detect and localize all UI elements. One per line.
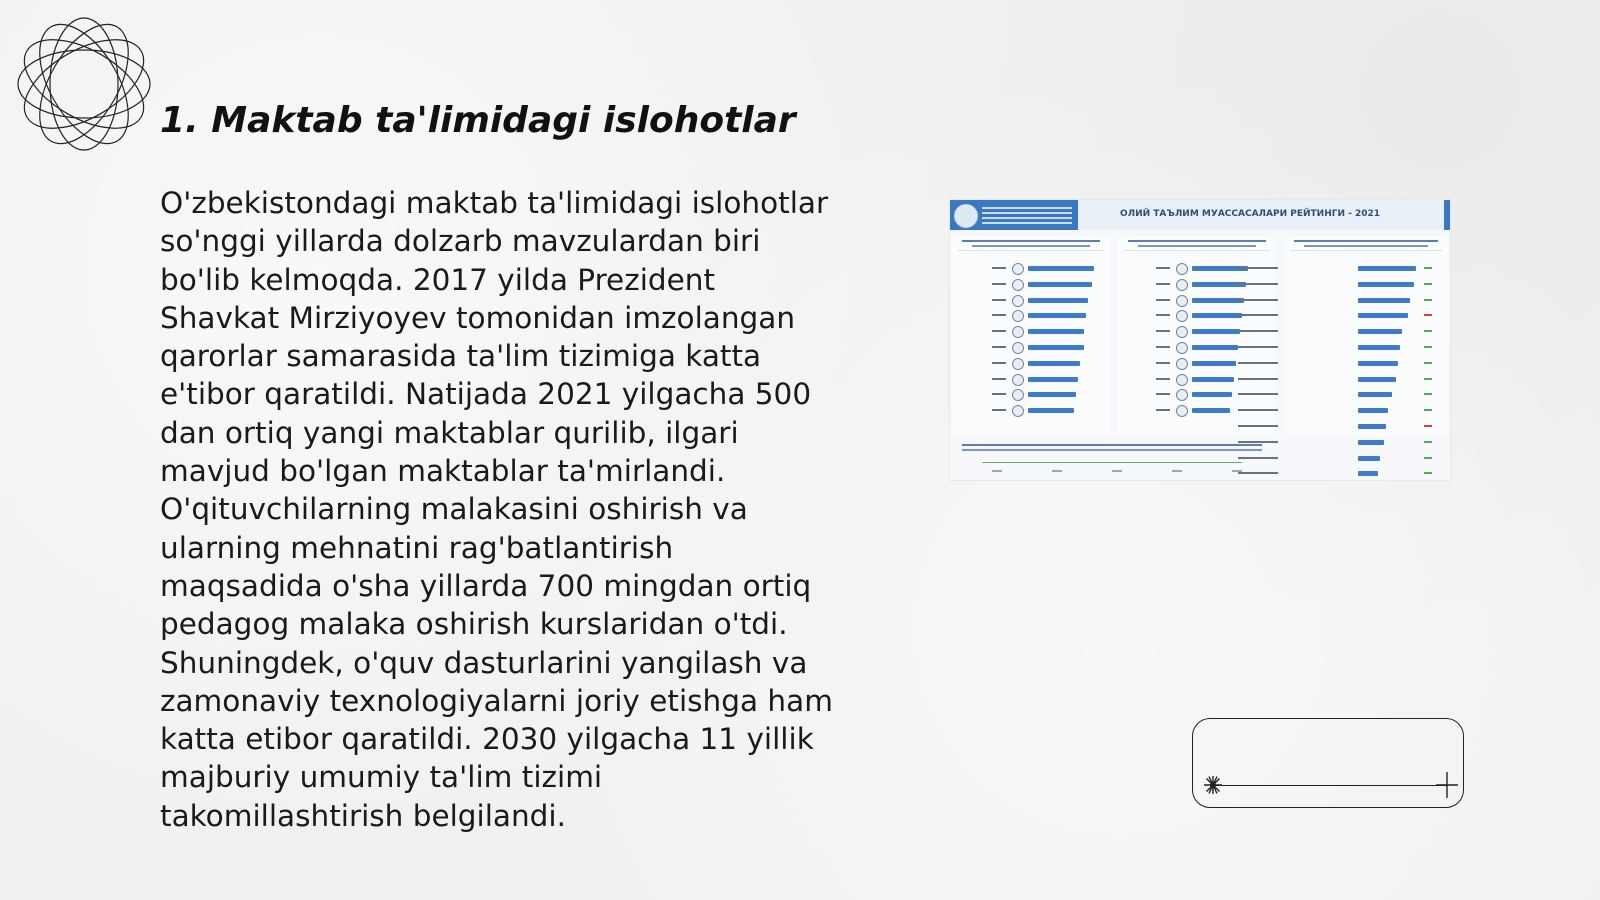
infographic-row xyxy=(1284,404,1448,416)
decorative-callout-frame xyxy=(1192,718,1464,808)
infographic-row xyxy=(1284,452,1448,464)
infographic-row xyxy=(1284,294,1448,306)
infographic-row xyxy=(1284,278,1448,290)
slide-body-text: O'zbekistondagi maktab ta'limidagi islohotlar so'nggi yillarda dolzarb mavzulardan biri bo'lib kelmoqda. 2017 yilda Prezident Shavkat Mirziyoyev tomonidan imzolangan qarorlar samarasida ta'lim tizimiga katta e'tibor qaratildi. Natijada 2021 yilgacha 500 dan ortiq yangi maktablar qurilib, ilgari mavjud bo'lgan maktablar ta'mirlandi. O'qituvchilarning malakasini oshirish va ularning mehnatini rag'batlantirish maqsadida o'sha yillarda 700 mingdan ortiq pedagog malaka oshirish kurslaridan o'tdi. Shuningdek, o'quv dasturlarini yangilash va zamonaviy texnologiyalarni joriy etishga ham katta etibor qaratildi. 2030 yilgacha 11 yillik majburiy umumiy ta'lim tizimi takomillashtirish belgilandi. xyxy=(160,186,833,833)
infographic-row xyxy=(1284,420,1448,432)
infographic-row xyxy=(952,262,1110,274)
infographic-panel-middle xyxy=(1118,236,1276,436)
infographic-row xyxy=(1284,373,1448,385)
crosshair-icon xyxy=(1434,772,1460,798)
infographic-row xyxy=(952,341,1110,353)
infographic-row xyxy=(952,294,1110,306)
infographic-footer-timeline xyxy=(952,440,1272,480)
infographic-row xyxy=(1284,325,1448,337)
callout-divider-line xyxy=(1215,785,1447,786)
ranking-infographic xyxy=(950,200,1450,480)
infographic-row xyxy=(1284,309,1448,321)
infographic-row xyxy=(1284,262,1448,274)
infographic-panel-right xyxy=(1284,236,1448,436)
slide-title: 1. Maktab ta'limidagi islohotlar xyxy=(160,100,796,141)
infographic-row xyxy=(952,357,1110,369)
infographic-row xyxy=(952,325,1110,337)
infographic-logo xyxy=(950,200,1078,230)
infographic-title: ОЛИЙ ТАЪЛИМ МУАССАСАЛАРИ РЕЙТИНГИ - 2021 xyxy=(1119,209,1381,219)
infographic-row xyxy=(1284,388,1448,400)
infographic-header xyxy=(950,200,1450,230)
infographic-row xyxy=(952,373,1110,385)
infographic-panel-left xyxy=(952,236,1110,436)
infographic-row xyxy=(952,309,1110,321)
emblem-icon xyxy=(954,204,978,228)
infographic-row xyxy=(952,278,1110,290)
infographic-row xyxy=(1284,341,1448,353)
circle-ornament-icon xyxy=(10,10,158,158)
sparkle-icon xyxy=(1203,775,1223,795)
infographic-row xyxy=(1284,467,1448,479)
infographic-row xyxy=(1284,436,1448,448)
infographic-row xyxy=(952,404,1110,416)
infographic-row xyxy=(1284,357,1448,369)
infographic-row xyxy=(952,388,1110,400)
